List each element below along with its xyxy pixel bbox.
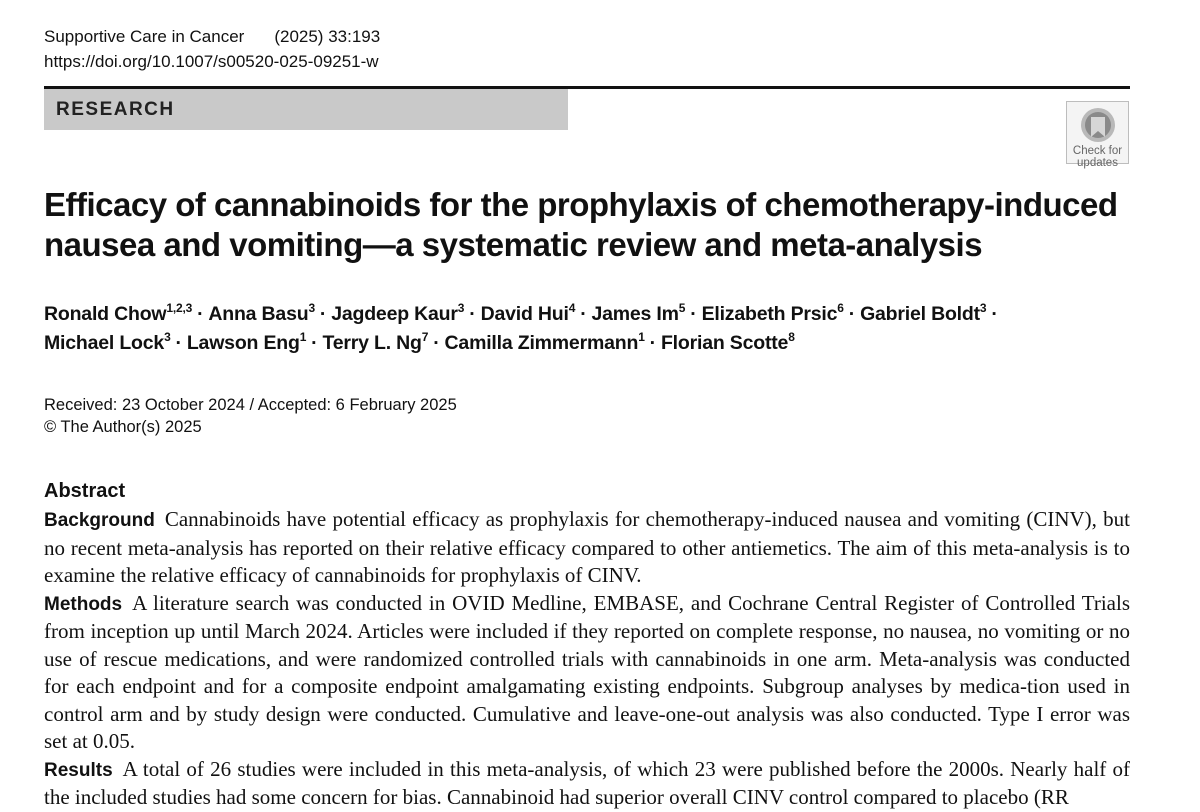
methods-text: A literature search was conducted in OVID Medline, EMBASE, and Cochrane Central Register of Controlled Trials from inception up until March 2024. Articles were included if they reported on complete response, no nausea, no vomiting or no use of rescue medications, and were randomized controlled trials with cannabinoids in one arm. Meta-analysis was conducted for each endpoint and for a composite endpoint amalgamating existing endpoints. Subgroup analyses by medica-tion used in control arm and by study design were conducted. Cumulative and leave-one-out analysis was also conducted. Type I error was set at 0.05. xyxy=(44,590,1130,753)
doi-link[interactable]: https://doi.org/10.1007/s00520-025-09251-w xyxy=(44,52,379,71)
copyright-notice: © The Author(s) 2025 xyxy=(44,418,202,436)
citation: (2025) 33:193 xyxy=(274,27,381,46)
author-separator: · xyxy=(175,332,182,354)
author-separator: · xyxy=(649,332,656,354)
author[interactable] xyxy=(481,303,576,325)
author-name: Florian Scotte xyxy=(660,332,789,354)
check-for-updates-icon xyxy=(1079,106,1117,144)
author-name: Lawson Eng xyxy=(186,332,300,354)
author-affiliation: 8 xyxy=(788,330,795,344)
author[interactable] xyxy=(331,303,464,325)
author-affiliation: 3 xyxy=(979,301,987,315)
author-name: Terry L. Ng xyxy=(322,332,422,354)
results-text: A total of 26 studies were included in this meta-analysis, of which 23 were published before the 2000s. Nearly half of the included studies had some concern for bias. Cannabinoid had superior overall CINV control compared to placebo (RR xyxy=(44,756,1130,809)
author-affiliation: 1,2,3 xyxy=(166,301,193,315)
author[interactable] xyxy=(591,303,685,325)
author-separator: · xyxy=(991,303,998,325)
author-name: Gabriel Boldt xyxy=(860,303,980,325)
author[interactable] xyxy=(322,332,428,354)
journal-name: Supportive Care in Cancer xyxy=(44,27,245,46)
author[interactable] xyxy=(208,303,315,325)
check-for-updates-button[interactable] xyxy=(1066,101,1129,169)
author-affiliation: 6 xyxy=(837,301,844,315)
check-line-1: Check for xyxy=(1072,145,1123,157)
article-type-label: RESEARCH xyxy=(56,98,175,120)
author[interactable] xyxy=(44,332,171,354)
abstract-body xyxy=(44,506,1130,812)
check-line-2: updates xyxy=(1077,157,1118,169)
author-affiliation: 1 xyxy=(638,330,645,344)
author-name: Michael Lock xyxy=(44,332,165,354)
author[interactable] xyxy=(445,332,645,354)
journal-header xyxy=(44,27,380,47)
author-separator: · xyxy=(433,332,440,354)
author-separator: · xyxy=(848,303,856,325)
author-separator: · xyxy=(690,303,697,325)
author[interactable] xyxy=(661,332,795,354)
author-separator: · xyxy=(580,303,587,325)
abstract-background xyxy=(44,506,1130,590)
author-name: David Hui xyxy=(480,303,569,325)
methods-label: Methods xyxy=(44,593,123,615)
author-name: Elizabeth Prsic xyxy=(701,303,838,325)
author-affiliation: 5 xyxy=(678,301,686,315)
author[interactable] xyxy=(702,303,844,325)
results-label: Results xyxy=(44,759,113,781)
author-separator: · xyxy=(469,303,476,325)
author-affiliation: 3 xyxy=(164,330,171,344)
background-label: Background xyxy=(44,510,155,531)
author[interactable] xyxy=(187,332,306,354)
author-list xyxy=(44,300,1144,358)
author-name: Ronald Chow xyxy=(44,303,167,325)
author[interactable] xyxy=(44,303,192,325)
author-affiliation: 4 xyxy=(568,301,576,315)
author-name: Anna Basu xyxy=(208,303,309,325)
article-type-bar xyxy=(44,89,568,130)
background-text: Cannabinoids have potential efficacy as prophylaxis for chemotherapy-induced nausea and vomiting (CINV), but no recent meta-analysis has reported on their relative efficacy compared to other antiemetics. The aim of this meta-analysis is to examine the relative efficacy of cannabinoids for prophylaxis of CINV. xyxy=(44,507,1130,587)
check-for-updates-text xyxy=(1067,145,1128,169)
received-accepted-dates: Received: 23 October 2024 / Accepted: 6 February 2025 xyxy=(44,396,457,414)
author-affiliation: 1 xyxy=(299,330,307,344)
abstract-heading: Abstract xyxy=(44,480,126,502)
author-affiliation: 3 xyxy=(457,301,465,315)
article-title: Efficacy of cannabinoids for the prophylaxis of chemotherapy-induced nausea and vomiting—a systematic review and meta-analysis xyxy=(44,186,1118,263)
author-separator: · xyxy=(197,303,204,325)
author-separator: · xyxy=(311,332,318,354)
author-affiliation: 3 xyxy=(308,301,315,315)
author-name: James Im xyxy=(591,303,679,325)
abstract-methods xyxy=(44,590,1130,756)
abstract-results xyxy=(44,756,1130,812)
author-affiliation: 7 xyxy=(421,330,429,344)
author-name: Jagdeep Kaur xyxy=(331,303,458,325)
author-name: Camilla Zimmermann xyxy=(444,332,639,354)
author-separator: · xyxy=(319,303,327,325)
author[interactable] xyxy=(860,303,986,325)
